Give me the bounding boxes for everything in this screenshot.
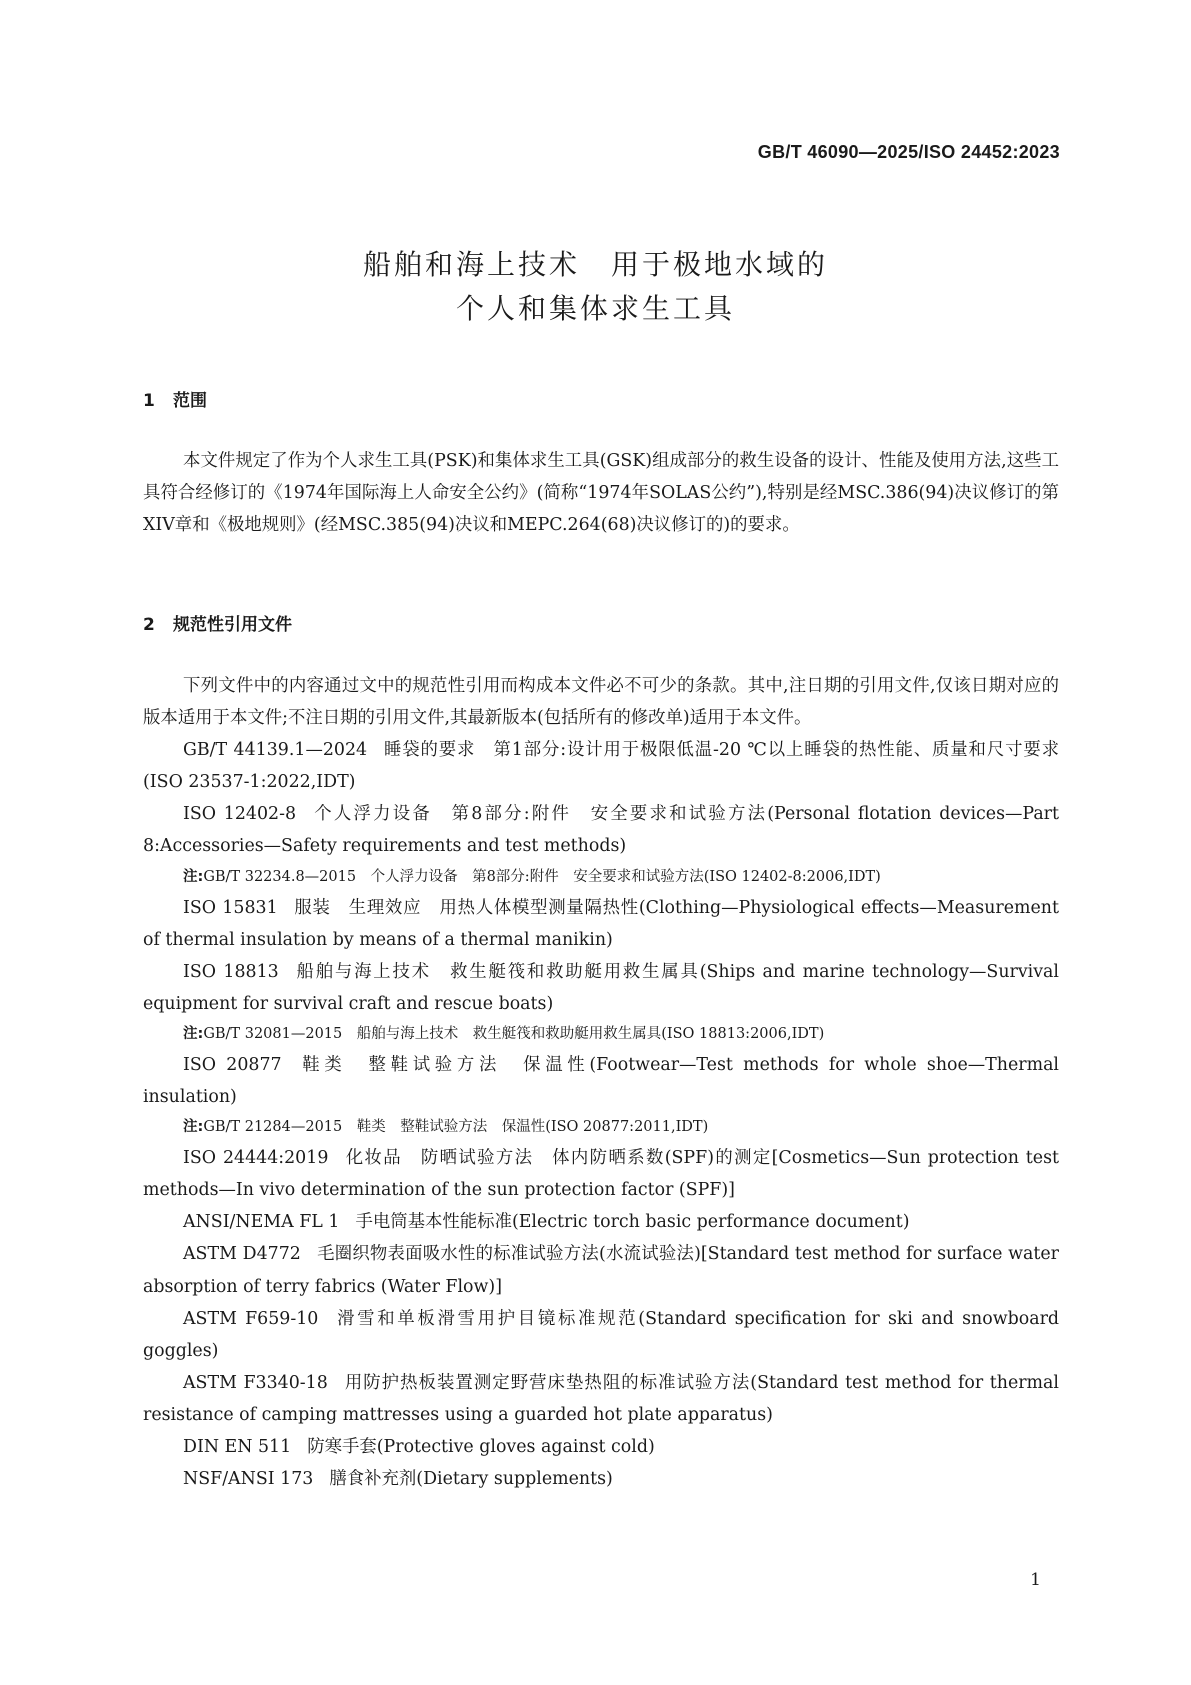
reference-code: ASTM D4772 <box>183 1244 301 1265</box>
document-title-line-2: 个人和集体求生工具 <box>455 292 735 325</box>
reference-note <box>143 1113 1059 1142</box>
reference-title: 化妆品 防晒试验方法 体内防晒系数(SPF)的测定[Cosmetics—Sun protection test methods—In vivo determination of the sun protection factor (SPF)] <box>143 1148 1059 1201</box>
reference-note <box>143 1020 1059 1049</box>
reference-code: ASTM F3340-18 <box>183 1372 328 1393</box>
document-title-line-1: 船舶和海上技术 用于极地水域的 <box>362 248 828 281</box>
page-number: 1 <box>1030 1570 1041 1590</box>
section-1-heading <box>143 386 207 411</box>
reference-code: ISO 18813 <box>183 961 279 982</box>
section-2-heading <box>143 610 292 635</box>
reference-title: 膳食补充剂(Dietary supplements) <box>329 1469 613 1490</box>
reference-item <box>143 956 1059 1020</box>
note-text: GB/T 32234.8—2015 个人浮力设备 第8部分:附件 安全要求和试验方法(ISO 12402-8:2006,IDT) <box>203 868 881 885</box>
reference-item <box>143 892 1059 956</box>
reference-code: ASTM F659-10 <box>183 1308 319 1329</box>
reference-title: 鞋类 整鞋试验方法 保温性(Footwear—Test methods for whole shoe—Thermal insulation) <box>143 1054 1059 1108</box>
reference-item <box>143 1238 1059 1302</box>
standard-code-header: GB/T 46090—2025/ISO 24452:2023 <box>757 142 1060 162</box>
reference-title: 睡袋的要求 第1部分:设计用于极限低温-20 ℃以上睡袋的热性能、质量和尺寸要求(ISO 23537-1:2022,IDT) <box>143 740 1059 793</box>
reference-note <box>143 863 1059 892</box>
reference-item <box>143 1367 1059 1431</box>
section-title: 范围 <box>173 391 207 411</box>
reference-item <box>143 1303 1059 1367</box>
reference-item <box>143 1142 1059 1206</box>
section-number: 1 <box>143 391 155 411</box>
reference-item <box>143 1049 1059 1113</box>
reference-code: ISO 15831 <box>183 897 278 918</box>
reference-title: 毛圈织物表面吸水性的标准试验方法(水流试验法)[Standard test method for surface water absorption of terry fabrics (Water Flow)] <box>143 1244 1059 1297</box>
reference-title: 手电筒基本性能标准(Electric torch basic performance document) <box>355 1212 910 1233</box>
reference-code: NSF/ANSI 173 <box>183 1469 314 1490</box>
note-text: GB/T 21284—2015 鞋类 整鞋试验方法 保温性(ISO 20877:2011,IDT) <box>203 1119 709 1136</box>
reference-title: 服装 生理效应 用热人体模型测量隔热性(Clothing—Physiological effects—Measurement of thermal insulation by means of a thermal manikin) <box>143 897 1059 950</box>
reference-code: ISO 12402-8 <box>183 804 297 825</box>
section-number: 2 <box>143 615 155 635</box>
reference-code: DIN EN 511 <box>183 1436 292 1457</box>
references-intro: 下列文件中的内容通过文中的规范性引用而构成本文件必不可少的条款。其中,注日期的引用文件,仅该日期对应的版本适用于本文件;不注日期的引用文件,其最新版本(包括所有的修改单)适用于本文件。 <box>143 676 1059 729</box>
note-text: GB/T 32081—2015 船舶与海上技术 救生艇筏和救助艇用救生属具(ISO 18813:2006,IDT) <box>203 1025 825 1042</box>
reference-code: GB/T 44139.1—2024 <box>183 740 368 761</box>
reference-code: ISO 24444:2019 <box>183 1148 329 1169</box>
normative-references <box>143 670 1059 1495</box>
reference-item <box>143 1463 1059 1495</box>
section-title: 规范性引用文件 <box>173 615 292 635</box>
reference-item <box>143 798 1059 862</box>
scope-paragraph: 本文件规定了作为个人求生工具(PSK)和集体求生工具(GSK)组成部分的救生设备的设计、性能及使用方法,这些工具符合经修订的《1974年国际海上人命安全公约》(简称“1974年SOLAS公约”),特别是经MSC.386(94)决议修订的第XIV章和《极地规则》(经MSC.385(94)决议和MEPC.264(68)决议修订的)的要求。 <box>143 451 1059 536</box>
reference-item <box>143 1206 1059 1238</box>
reference-item <box>143 1431 1059 1463</box>
note-label: 注: <box>183 868 204 885</box>
note-label: 注: <box>183 1119 204 1136</box>
reference-code: ISO 20877 <box>183 1054 282 1075</box>
reference-item <box>143 734 1059 798</box>
reference-title: 防寒手套(Protective gloves against cold) <box>307 1436 655 1457</box>
reference-title: 船舶与海上技术 救生艇筏和救助艇用救生属具(Ships and marine technology—Survival equipment for survival craft and rescue boats) <box>143 961 1059 1014</box>
note-label: 注: <box>183 1025 204 1042</box>
reference-title: 滑雪和单板滑雪用护目镜标准规范(Standard specification for ski and snowboard goggles) <box>143 1308 1060 1361</box>
reference-code: ANSI/NEMA FL 1 <box>183 1212 340 1233</box>
reference-title: 用防护热板装置测定野营床垫热阻的标准试验方法(Standard test method for thermal resistance of camping mattresses using a guarded hot plate apparatus) <box>143 1372 1059 1425</box>
reference-title: 个人浮力设备 第8部分:附件 安全要求和试验方法(Personal flotation devices—Part 8:Accessories—Safety requirements and test methods) <box>143 804 1059 857</box>
